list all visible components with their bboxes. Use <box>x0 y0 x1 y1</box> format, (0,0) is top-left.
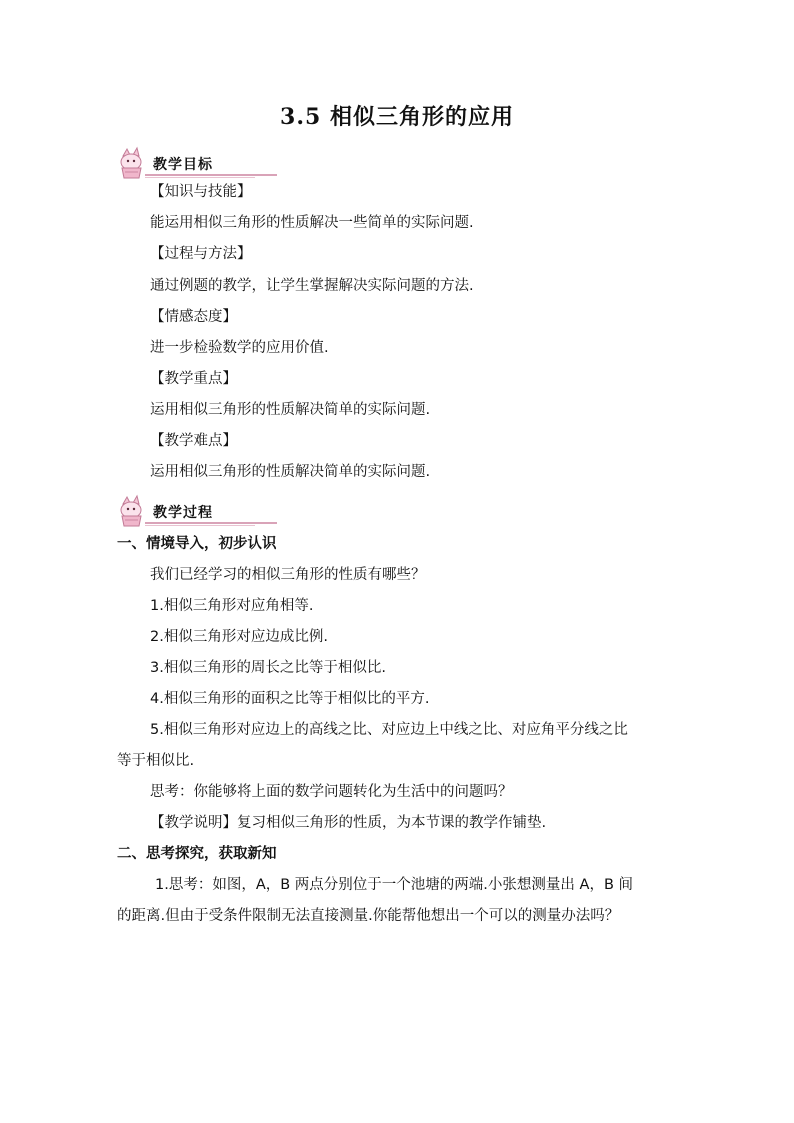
section-heading: 教学过程 <box>153 505 213 521</box>
property-2: 2.相似三角形对应边成比例. <box>150 629 328 645</box>
teaching-note: 【教学说明】复习相似三角形的性质，为本节课的教学作铺垫. <box>150 815 547 831</box>
section-header-objectives <box>117 146 277 180</box>
section-header-process <box>117 494 277 528</box>
property-1: 1.相似三角形对应角相等. <box>150 598 314 614</box>
heading-underline <box>145 522 277 524</box>
subheading-key-point: 【教学重点】 <box>150 371 237 387</box>
subheading-attitude: 【情感态度】 <box>150 309 237 325</box>
text-key-point: 运用相似三角形的性质解决简单的实际问题. <box>150 402 431 418</box>
text-process: 通过例题的教学，让学生掌握解决实际问题的方法. <box>150 278 474 294</box>
property-5-continued: 等于相似比. <box>117 753 195 769</box>
explore-text-line1: 1.思考：如图，A，B 两点分别位于一个池塘的两端.小张想测量出 A，B 间 <box>155 877 634 893</box>
subheading-knowledge: 【知识与技能】 <box>150 184 252 200</box>
heading-underline <box>145 174 277 176</box>
property-4: 4.相似三角形的面积之比等于相似比的平方. <box>150 691 430 707</box>
heading-underline-thin <box>145 525 255 526</box>
heading-underline-thin <box>145 177 255 178</box>
subheading-difficulty: 【教学难点】 <box>150 433 237 449</box>
think-question: 思考：你能够将上面的数学问题转化为生活中的问题吗？ <box>150 784 513 800</box>
page-title: 3.5 相似三角形的应用 <box>280 104 514 130</box>
part2-title: 二、思考探究，获取新知 <box>117 846 277 862</box>
property-3: 3.相似三角形的周长之比等于相似比. <box>150 660 386 676</box>
subheading-process: 【过程与方法】 <box>150 246 252 262</box>
question-text: 我们已经学习的相似三角形的性质有哪些？ <box>150 567 426 583</box>
text-knowledge: 能运用相似三角形的性质解决一些简单的实际问题. <box>150 215 474 231</box>
part1-title: 一、情境导入，初步认识 <box>117 536 277 552</box>
text-attitude: 进一步检验数学的应用价值. <box>150 340 329 356</box>
property-5: 5.相似三角形对应边上的高线之比、对应边上中线之比、对应角平分线之比 <box>150 722 628 738</box>
explore-text-line2: 的距离.但由于受条件限制无法直接测量.你能帮他想出一个可以的测量办法吗？ <box>117 908 620 924</box>
section-heading: 教学目标 <box>153 157 213 173</box>
text-difficulty: 运用相似三角形的性质解决简单的实际问题. <box>150 464 431 480</box>
